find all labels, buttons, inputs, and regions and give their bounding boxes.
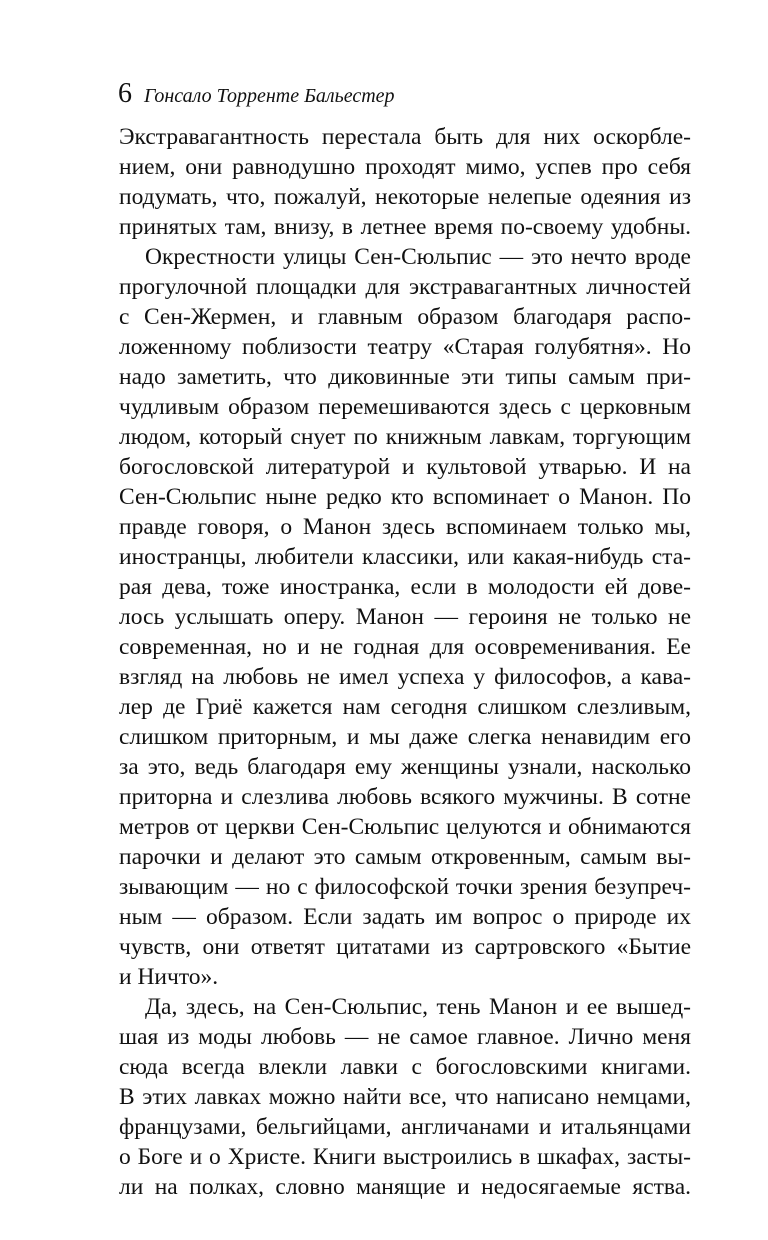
text-line: зывающим — но с философской точки зрения безупреч-: [119, 874, 691, 900]
running-title: Гонсало Торренте Бальестер: [144, 85, 395, 107]
text-line: ли на полках, словно манящие и недосягаемые яства.: [119, 1174, 691, 1200]
text-line: ным — образом. Если задать им вопрос о природе их: [119, 904, 691, 930]
text-line: Сен-Сюльпис ныне редко кто вспоминает о Манон. По: [119, 484, 691, 510]
text-line: В этих лавках можно найти все, что написано немцами,: [119, 1084, 691, 1110]
text-line: чудливым образом перемешиваются здесь с церковным: [119, 394, 691, 420]
text-line: о Боге и о Христе. Книги выстроились в шкафах, засты-: [119, 1144, 691, 1170]
text-line: иностранцы, любители классики, или какая-нибудь ста-: [119, 544, 691, 570]
text-line: слишком приторным, и мы даже слегка ненавидим его: [119, 724, 691, 750]
text-line: современная, но и не годная для осовременивания. Ее: [119, 634, 691, 660]
text-line: шая из моды любовь — не самое главное. Лично меня: [119, 1024, 691, 1050]
text-line: чувств, они ответят цитатами из сартровского «Бытие: [119, 934, 691, 960]
text-line: и Ничто».: [119, 964, 219, 990]
running-head: [118, 78, 395, 114]
text-line: с Сен-Жермен, и главным образом благодаря распо-: [119, 304, 691, 330]
text-line: парочки и делают это самым откровенным, самым вы-: [119, 844, 691, 870]
paragraph: [119, 242, 691, 992]
text-line: Экстравагантность перестала быть для них оскорбле-: [119, 124, 691, 150]
body-text: [119, 122, 691, 1202]
text-line: людом, который снует по книжным лавкам, торгующим: [119, 424, 691, 450]
paragraph: [119, 122, 691, 242]
text-line: рая дева, тоже иностранка, если в молодости ей дове-: [119, 574, 691, 600]
text-line: ложенному поблизости театру «Старая голубятня». Но: [119, 334, 691, 360]
text-line: Окрестности улицы Сен-Сюльпис — это нечто вроде: [145, 244, 691, 270]
text-line: прогулочной площадки для экстравагантных личностей: [119, 274, 691, 300]
text-line: лер де Гриё кажется нам сегодня слишком слезливым,: [119, 694, 691, 720]
text-line: французами, бельгийцами, англичанами и итальянцами: [119, 1114, 691, 1140]
text-line: сюда всегда влекли лавки с богословскими книгами.: [119, 1054, 691, 1080]
text-line: богословской литературой и культовой утварью. И на: [119, 454, 691, 480]
text-line: принятых там, внизу, в летнее время по-своему удобны.: [119, 214, 691, 240]
text-line: метров от церкви Сен-Сюльпис целуются и обнимаются: [119, 814, 691, 840]
text-line: правде говоря, о Манон здесь вспоминаем только мы,: [119, 514, 691, 540]
page-number: 6: [118, 78, 132, 109]
text-line: взгляд на любовь не имел успеха у философов, а кава-: [119, 664, 691, 690]
text-line: приторна и слезлива любовь всякого мужчины. В сотне: [119, 784, 691, 810]
text-line: подумать, что, пожалуй, некоторые нелепые одеяния из: [119, 184, 691, 210]
text-line: Да, здесь, на Сен-Сюльпис, тень Манон и ее вышед-: [145, 994, 691, 1020]
text-line: лось услышать оперу. Манон — героиня не только не: [119, 604, 691, 630]
text-line: надо заметить, что диковинные эти типы самым при-: [119, 364, 691, 390]
text-line: за это, ведь благодаря ему женщины узнали, насколько: [119, 754, 691, 780]
paragraph: [119, 992, 691, 1202]
text-line: нием, они равнодушно проходят мимо, успев про себя: [119, 154, 691, 180]
